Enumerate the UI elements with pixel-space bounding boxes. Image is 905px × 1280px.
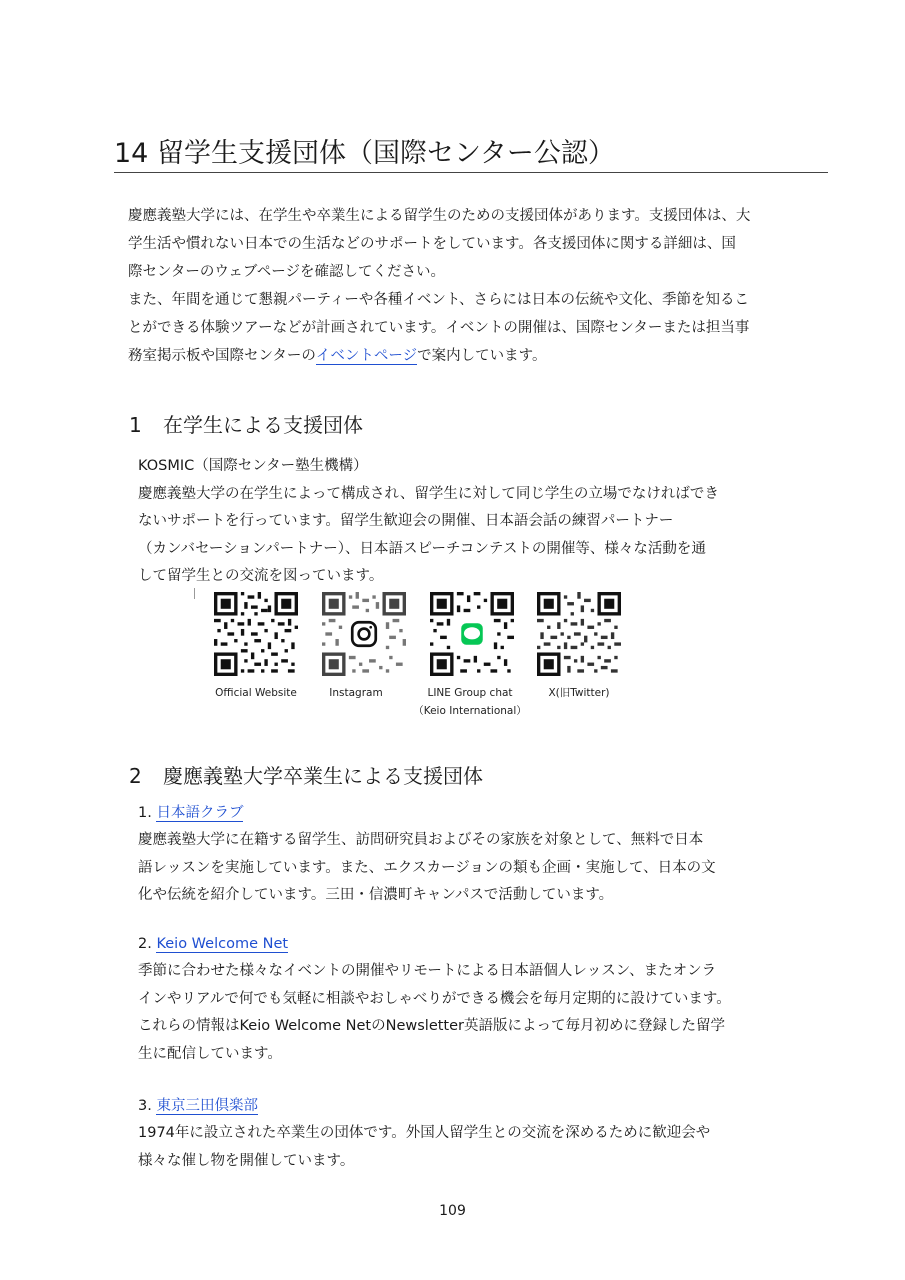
intro-line: 慶應義塾大学には、在学生や卒業生による留学生のための支援団体があります。支援団体は、大 [128,208,751,224]
intro-line: 学生活や慣れない日本での生活などのサポートをしています。各支援団体に関する詳細は、国 [128,236,736,252]
intro-text: で案内しています。 [417,348,547,364]
intro-line: とができる体験ツアーなどが計画されています。イベントの開催は、国際センターまたは担当事 [128,320,750,336]
description-line: 慶應義塾大学に在籍する留学生、訪問研究員およびその家族を対象として、無料で日本 [138,832,704,848]
keio-welcome-net-link[interactable]: Keio Welcome Net [156,936,289,952]
description-line: 生に配信しています。 [138,1045,282,1062]
description-line: 季節に合わせた様々なイベントの開催やリモートによる日本語個人レッスン、またオンラ [138,963,717,979]
intro-line: 際センターのウェブページを確認してください。 [128,264,445,280]
item-number: 1. [138,805,152,821]
qr-label-official-website: Official Website [215,687,297,699]
section-number: 1 [129,413,142,437]
section-heading-text: 慶應義塾大学卒業生による支援団体 [163,764,483,788]
description-line: インやリアルで何でも気軽に相談やおしゃべりができる機会を毎月定期的に設けています。 [138,990,731,1007]
section-2-heading [129,762,483,790]
section-1-heading [129,411,363,439]
intro-paragraph [128,202,798,370]
org-name: KOSMIC（国際センター塾生機構） [138,458,368,474]
description-line: 様々な催し物を開催しています。 [138,1152,355,1169]
nihongo-club-link[interactable]: 日本語クラブ [156,805,244,821]
divider [194,588,195,599]
qr-code-image [322,592,406,676]
event-page-link[interactable]: イベントページ [315,348,418,364]
item-2-description [138,958,731,1068]
intro-line [128,342,798,370]
qr-code-official-website[interactable] [214,592,298,680]
tokyo-mita-club-link[interactable]: 東京三田倶楽部 [156,1098,258,1114]
item-3-header [138,1094,258,1118]
qr-label-instagram: Instagram [329,687,383,699]
page-title: 14 留学生支援団体（国際センター公認） [114,136,828,173]
section-heading-text: 在学生による支援団体 [163,413,363,437]
qr-code-line[interactable] [430,592,514,680]
qr-code-image [537,592,621,676]
description-line: して留学生との交流を図っています。 [138,568,384,584]
intro-text: 務室掲示板や国際センターの [128,348,316,364]
qr-label-line-sub: （Keio International） [413,705,527,717]
qr-code-image [214,592,298,676]
item-2-header [138,932,288,956]
description-line: 化や伝統を紹介しています。三田・信濃町キャンパスで活動しています。 [138,887,614,903]
description-line: 1974年に設立された卒業生の団体です。外国人留学生との交流を深めるために歓迎会や [138,1125,711,1141]
item-1-description [138,827,716,910]
item-1-header [138,801,243,825]
qr-label-x-twitter: X(旧Twitter) [548,687,610,699]
qr-code-instagram[interactable] [322,592,406,680]
item-number: 2. [138,936,152,952]
description-line: これらの情報はKeio Welcome NetのNewsletter英語版によって毎月初めに登録した留学 [138,1018,725,1034]
description-line: （カンバセーションパートナー）、日本語スピーチコンテストの開催等、様々な活動を通 [138,540,706,557]
qr-label-line: LINE Group chat [427,687,513,699]
description-line: ないサポートを行っています。留学生歓迎会の開催、日本語会話の練習パートナー [138,513,674,529]
item-3-description [138,1120,710,1175]
qr-code-x-twitter[interactable] [537,592,621,680]
section-number: 2 [129,764,142,788]
item-number: 3. [138,1098,152,1114]
kosmic-description [138,453,719,591]
page-number: 109 [439,1203,466,1219]
description-line: 慶應義塾大学の在学生によって構成され、留学生に対して同じ学生の立場でなければでき [138,485,719,502]
intro-line: また、年間を通じて懇親パーティーや各種イベント、さらには日本の伝統や文化、季節を知るこ [128,292,750,308]
description-line: 語レッスンを実施しています。また、エクスカージョンの類も企画・実施して、日本の文 [138,859,716,876]
qr-code-image [430,592,514,676]
